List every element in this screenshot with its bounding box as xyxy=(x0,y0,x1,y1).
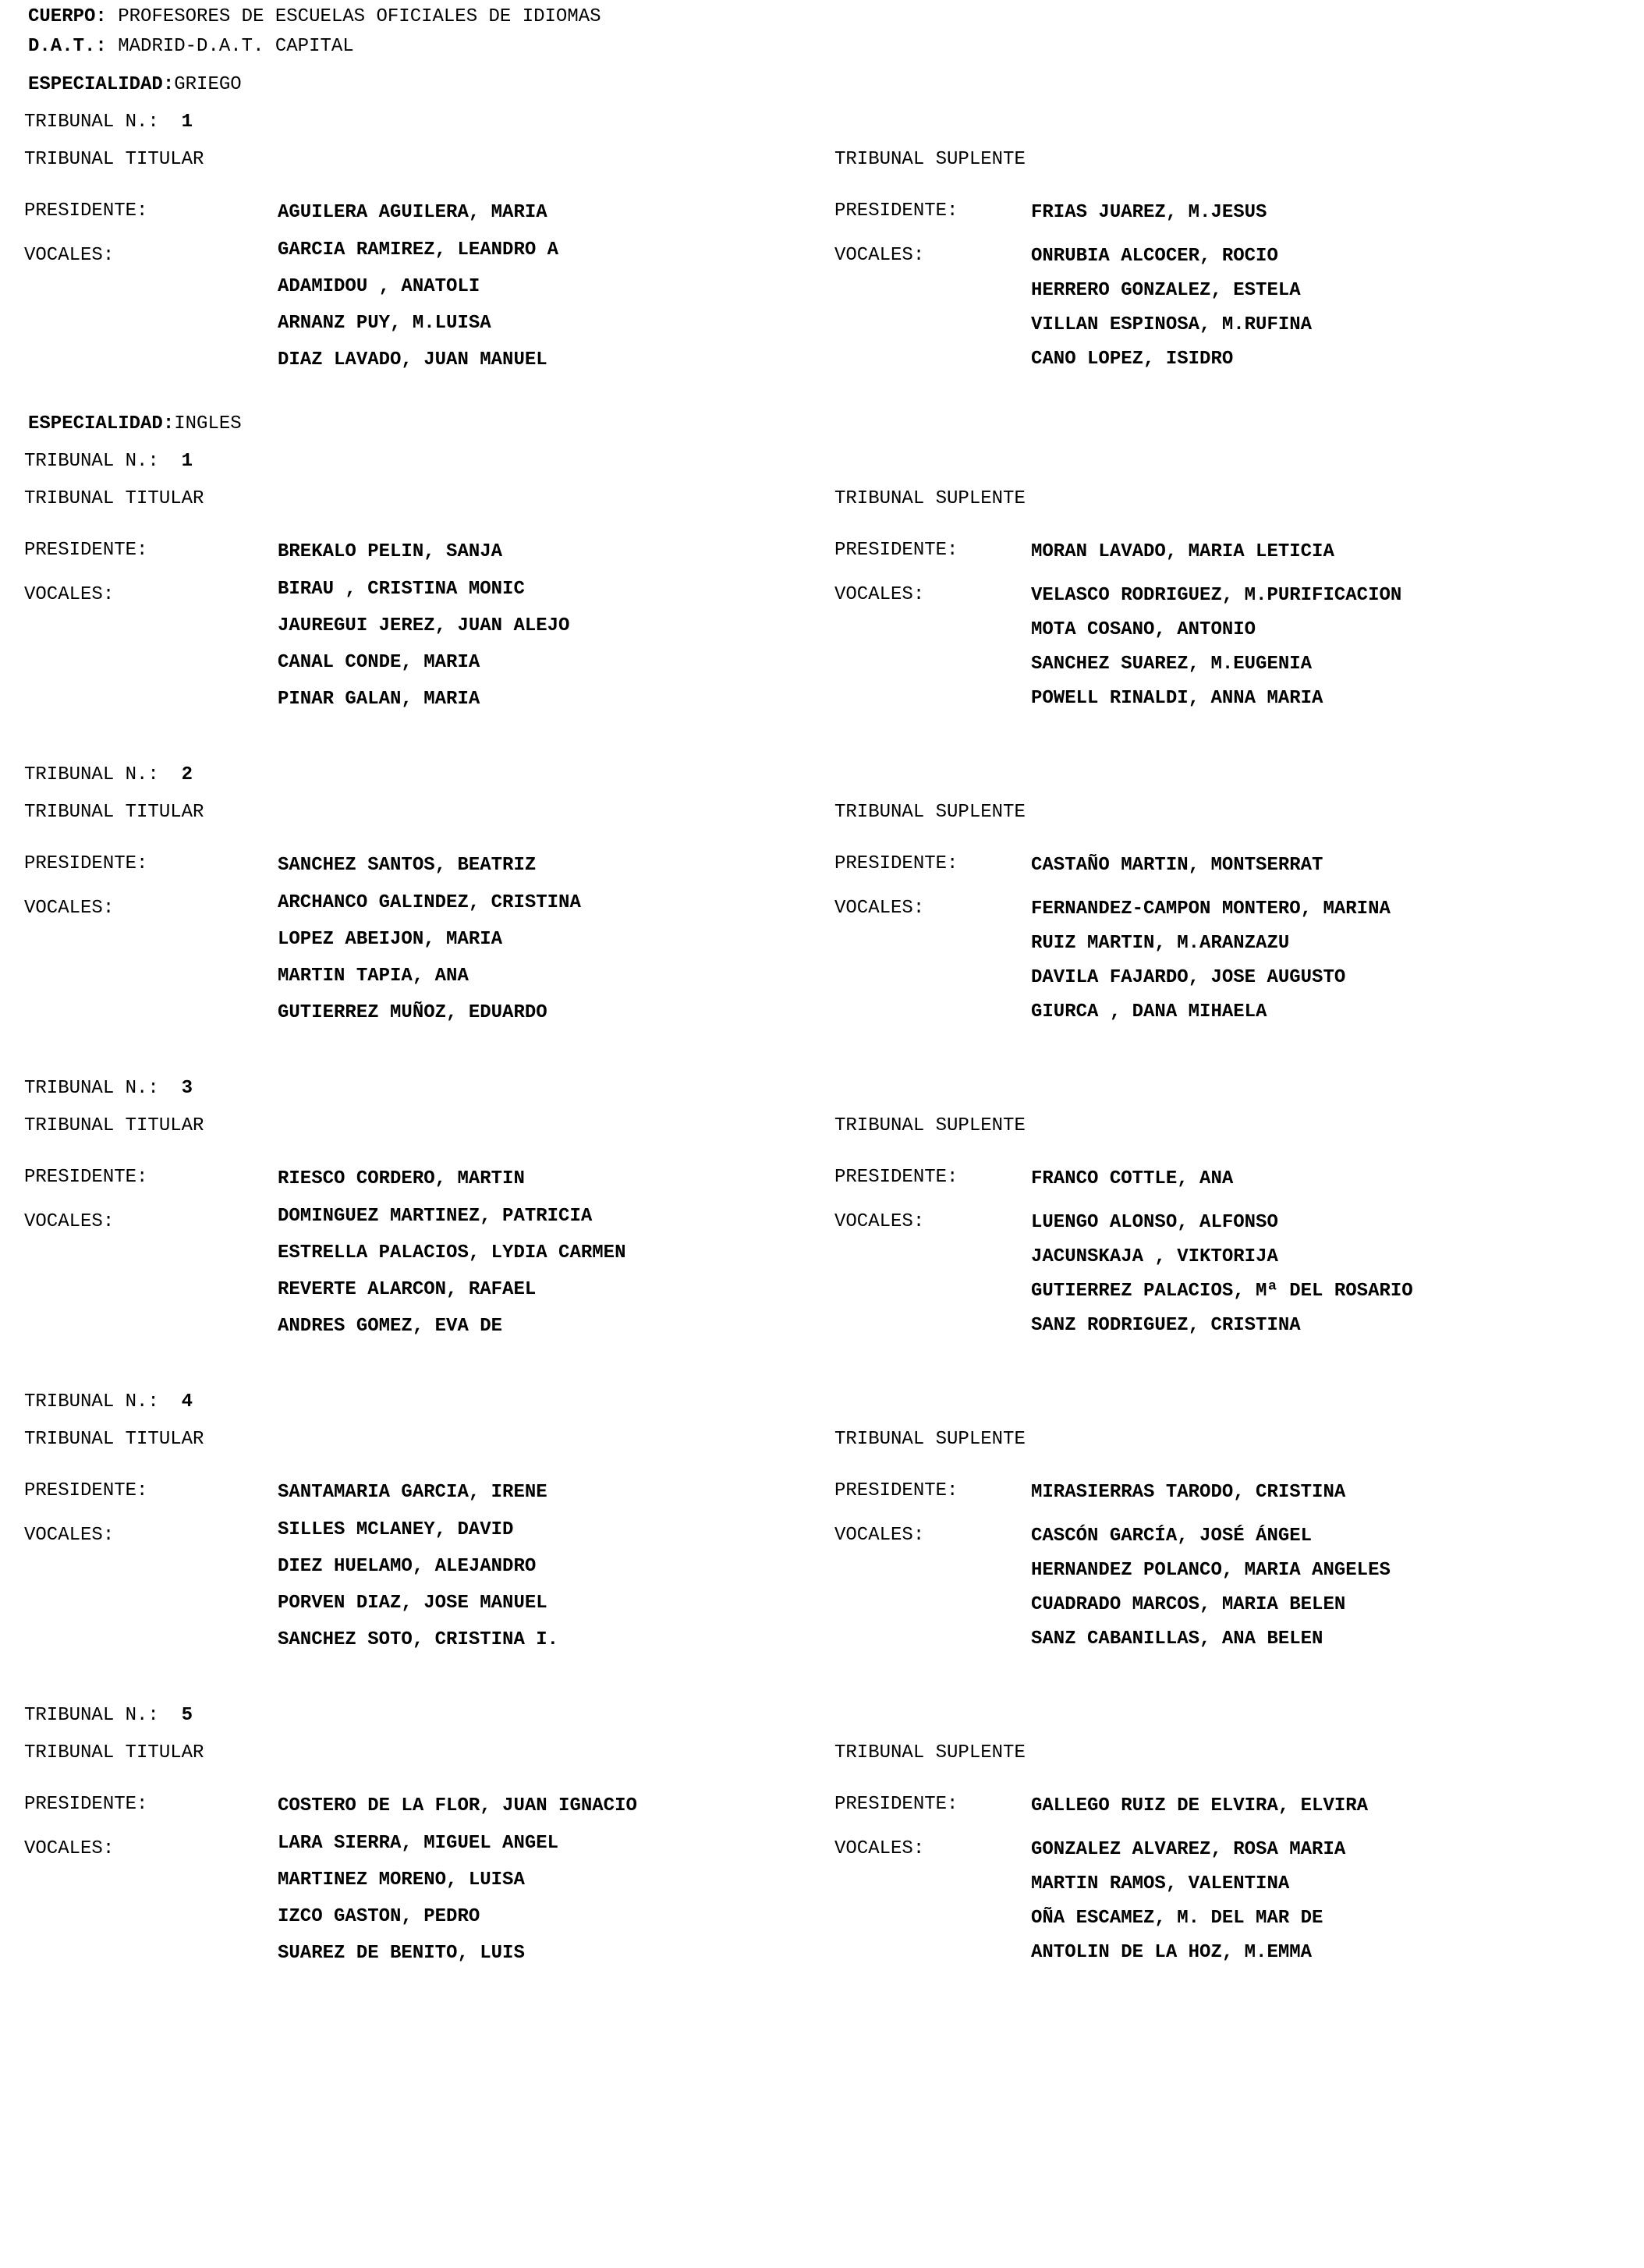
titular-vocal-name: LOPEZ ABEIJON, MARIA xyxy=(278,929,503,950)
suplente-vocales-label: VOCALES: xyxy=(834,1211,925,1232)
titular-presidente-label: PRESIDENTE: xyxy=(24,540,148,561)
dat-value: MADRID-D.A.T. CAPITAL xyxy=(118,36,354,57)
suplente-vocal-name: LUENGO ALONSO, ALFONSO xyxy=(1031,1212,1278,1233)
suplente-presidente-name: FRANCO COTTLE, ANA xyxy=(1031,1168,1234,1189)
titular-vocal-name: GUTIERREZ MUÑOZ, EDUARDO xyxy=(278,1002,547,1023)
titular-vocal-name: ADAMIDOU , ANATOLI xyxy=(278,276,480,297)
suplente-vocal-name: CANO LOPEZ, ISIDRO xyxy=(1031,349,1234,370)
especialidad-line xyxy=(28,413,242,435)
suplente-vocales-label: VOCALES: xyxy=(834,584,925,605)
cuerpo-line xyxy=(28,6,601,28)
suplente-vocal-name: RUIZ MARTIN, M.ARANZAZU xyxy=(1031,933,1290,954)
suplente-presidente-label: PRESIDENTE: xyxy=(834,1480,958,1501)
titular-vocales-label: VOCALES: xyxy=(24,584,115,605)
suplente-vocal-name: SANZ RODRIGUEZ, CRISTINA xyxy=(1031,1315,1301,1336)
suplente-vocal-name: ANTOLIN DE LA HOZ, M.EMMA xyxy=(1031,1942,1313,1963)
titular-presidente-label: PRESIDENTE: xyxy=(24,1480,148,1501)
suplente-presidente-label: PRESIDENTE: xyxy=(834,540,958,561)
titular-vocal-name: SILLES MCLANEY, DAVID xyxy=(278,1519,514,1540)
tribunal-suplente-heading: TRIBUNAL SUPLENTE xyxy=(834,1115,1026,1136)
titular-vocal-name: ARNANZ PUY, M.LUISA xyxy=(278,313,491,334)
suplente-vocal-name: POWELL RINALDI, ANNA MARIA xyxy=(1031,688,1323,709)
suplente-vocales-label: VOCALES: xyxy=(834,1838,925,1859)
tribunal-number-line xyxy=(24,451,193,473)
titular-presidente-label: PRESIDENTE: xyxy=(24,200,148,221)
tribunal-number-label: TRIBUNAL N.: xyxy=(24,764,159,785)
suplente-vocal-name: CUADRADO MARCOS, MARIA BELEN xyxy=(1031,1594,1346,1615)
titular-vocal-name: ARCHANCO GALINDEZ, CRISTINA xyxy=(278,892,581,913)
titular-vocal-name: BIRAU , CRISTINA MONIC xyxy=(278,579,525,600)
tribunal-suplente-heading: TRIBUNAL SUPLENTE xyxy=(834,802,1026,823)
suplente-presidente-name: MIRASIERRAS TARODO, CRISTINA xyxy=(1031,1482,1346,1503)
suplente-vocal-name: HERRERO GONZALEZ, ESTELA xyxy=(1031,280,1301,301)
suplente-vocal-name: GIURCA , DANA MIHAELA xyxy=(1031,1001,1267,1022)
tribunal-number-line xyxy=(24,112,193,133)
suplente-vocal-name: JACUNSKAJA , VIKTORIJA xyxy=(1031,1246,1278,1267)
suplente-presidente-label: PRESIDENTE: xyxy=(834,1794,958,1815)
tribunal-number: 1 xyxy=(181,112,193,133)
suplente-vocal-name: OÑA ESCAMEZ, M. DEL MAR DE xyxy=(1031,1908,1323,1929)
suplente-vocal-name: GUTIERREZ PALACIOS, Mª DEL ROSARIO xyxy=(1031,1281,1413,1302)
tribunal-number-label: TRIBUNAL N.: xyxy=(24,1391,159,1412)
tribunal-suplente-heading: TRIBUNAL SUPLENTE xyxy=(834,1742,1026,1763)
suplente-presidente-name: FRIAS JUAREZ, M.JESUS xyxy=(1031,202,1267,223)
titular-vocal-name: DIAZ LAVADO, JUAN MANUEL xyxy=(278,349,547,370)
tribunal-titular-heading: TRIBUNAL TITULAR xyxy=(24,1742,204,1763)
tribunal-number: 5 xyxy=(181,1705,193,1726)
tribunal-number-line xyxy=(24,1705,193,1727)
titular-presidente-name: SANCHEZ SANTOS, BEATRIZ xyxy=(278,855,537,876)
suplente-presidente-label: PRESIDENTE: xyxy=(834,853,958,874)
titular-vocal-name: PINAR GALAN, MARIA xyxy=(278,689,480,710)
tribunal-number-label: TRIBUNAL N.: xyxy=(24,451,159,472)
tribunal-suplente-heading: TRIBUNAL SUPLENTE xyxy=(834,488,1026,509)
titular-presidente-label: PRESIDENTE: xyxy=(24,1167,148,1188)
titular-presidente-name: RIESCO CORDERO, MARTIN xyxy=(278,1168,525,1189)
titular-vocal-name: ESTRELLA PALACIOS, LYDIA CARMEN xyxy=(278,1242,626,1263)
titular-vocal-name: ANDRES GOMEZ, EVA DE xyxy=(278,1316,503,1337)
tribunal-number: 2 xyxy=(181,764,193,785)
titular-presidente-label: PRESIDENTE: xyxy=(24,1794,148,1815)
suplente-vocal-name: HERNANDEZ POLANCO, MARIA ANGELES xyxy=(1031,1560,1391,1581)
suplente-vocal-name: GONZALEZ ALVAREZ, ROSA MARIA xyxy=(1031,1839,1346,1860)
suplente-vocal-name: DAVILA FAJARDO, JOSE AUGUSTO xyxy=(1031,967,1346,988)
especialidad-label: ESPECIALIDAD: xyxy=(28,74,175,95)
titular-vocales-label: VOCALES: xyxy=(24,898,115,919)
suplente-vocal-name: CASCÓN GARCÍA, JOSÉ ÁNGEL xyxy=(1031,1526,1313,1547)
suplente-vocal-name: VILLAN ESPINOSA, M.RUFINA xyxy=(1031,314,1313,335)
suplente-vocales-label: VOCALES: xyxy=(834,245,925,266)
dat-label: D.A.T.: xyxy=(28,36,107,57)
suplente-vocal-name: ONRUBIA ALCOCER, ROCIO xyxy=(1031,246,1278,267)
titular-vocales-label: VOCALES: xyxy=(24,1838,115,1859)
titular-vocal-name: LARA SIERRA, MIGUEL ANGEL xyxy=(278,1833,559,1854)
titular-presidente-name: SANTAMARIA GARCIA, IRENE xyxy=(278,1482,547,1503)
especialidad-name: GRIEGO xyxy=(174,74,242,95)
tribunal-suplente-heading: TRIBUNAL SUPLENTE xyxy=(834,1429,1026,1450)
tribunal-number: 3 xyxy=(181,1078,193,1099)
suplente-vocal-name: FERNANDEZ-CAMPON MONTERO, MARINA xyxy=(1031,898,1391,920)
cuerpo-value: PROFESORES DE ESCUELAS OFICIALES DE IDIOMAS xyxy=(118,6,601,27)
especialidad-line xyxy=(28,74,242,96)
titular-vocales-label: VOCALES: xyxy=(24,1211,115,1232)
titular-vocal-name: REVERTE ALARCON, RAFAEL xyxy=(278,1279,537,1300)
tribunal-number-line xyxy=(24,1391,193,1413)
tribunal-number-line xyxy=(24,1078,193,1100)
titular-vocales-label: VOCALES: xyxy=(24,1525,115,1546)
suplente-vocal-name: SANCHEZ SUAREZ, M.EUGENIA xyxy=(1031,654,1313,675)
suplente-presidente-name: MORAN LAVADO, MARIA LETICIA xyxy=(1031,541,1334,562)
especialidad-name: INGLES xyxy=(174,413,242,434)
especialidad-label: ESPECIALIDAD: xyxy=(28,413,175,434)
tribunal-titular-heading: TRIBUNAL TITULAR xyxy=(24,1115,204,1136)
titular-vocal-name: IZCO GASTON, PEDRO xyxy=(278,1906,480,1927)
titular-vocal-name: SUAREZ DE BENITO, LUIS xyxy=(278,1943,525,1964)
titular-vocal-name: DOMINGUEZ MARTINEZ, PATRICIA xyxy=(278,1206,593,1227)
suplente-presidente-name: CASTAÑO MARTIN, MONTSERRAT xyxy=(1031,855,1323,876)
tribunal-number-label: TRIBUNAL N.: xyxy=(24,1078,159,1099)
tribunal-number: 1 xyxy=(181,451,193,472)
titular-vocal-name: GARCIA RAMIREZ, LEANDRO A xyxy=(278,239,559,260)
suplente-vocal-name: VELASCO RODRIGUEZ, M.PURIFICACION xyxy=(1031,585,1402,606)
titular-presidente-label: PRESIDENTE: xyxy=(24,853,148,874)
tribunal-titular-heading: TRIBUNAL TITULAR xyxy=(24,802,204,823)
titular-vocales-label: VOCALES: xyxy=(24,245,115,266)
suplente-vocales-label: VOCALES: xyxy=(834,1525,925,1546)
tribunal-titular-heading: TRIBUNAL TITULAR xyxy=(24,1429,204,1450)
titular-vocal-name: MARTINEZ MORENO, LUISA xyxy=(278,1869,525,1891)
suplente-vocal-name: MARTIN RAMOS, VALENTINA xyxy=(1031,1873,1290,1894)
titular-vocal-name: MARTIN TAPIA, ANA xyxy=(278,966,469,987)
titular-vocal-name: CANAL CONDE, MARIA xyxy=(278,652,480,673)
titular-vocal-name: SANCHEZ SOTO, CRISTINA I. xyxy=(278,1629,559,1650)
tribunal-titular-heading: TRIBUNAL TITULAR xyxy=(24,488,204,509)
tribunal-suplente-heading: TRIBUNAL SUPLENTE xyxy=(834,149,1026,170)
titular-presidente-name: AGUILERA AGUILERA, MARIA xyxy=(278,202,547,223)
suplente-vocal-name: MOTA COSANO, ANTONIO xyxy=(1031,619,1256,640)
titular-vocal-name: PORVEN DIAZ, JOSE MANUEL xyxy=(278,1593,547,1614)
titular-presidente-name: BREKALO PELIN, SANJA xyxy=(278,541,503,562)
suplente-vocal-name: SANZ CABANILLAS, ANA BELEN xyxy=(1031,1628,1323,1650)
tribunal-number: 4 xyxy=(181,1391,193,1412)
titular-presidente-name: COSTERO DE LA FLOR, JUAN IGNACIO xyxy=(278,1795,637,1816)
tribunal-number-label: TRIBUNAL N.: xyxy=(24,112,159,133)
dat-line xyxy=(28,36,354,58)
suplente-vocales-label: VOCALES: xyxy=(834,898,925,919)
suplente-presidente-label: PRESIDENTE: xyxy=(834,1167,958,1188)
suplente-presidente-name: GALLEGO RUIZ DE ELVIRA, ELVIRA xyxy=(1031,1795,1369,1816)
cuerpo-label: CUERPO: xyxy=(28,6,107,27)
titular-vocal-name: JAUREGUI JEREZ, JUAN ALEJO xyxy=(278,615,570,636)
tribunal-titular-heading: TRIBUNAL TITULAR xyxy=(24,149,204,170)
suplente-presidente-label: PRESIDENTE: xyxy=(834,200,958,221)
tribunal-number-line xyxy=(24,764,193,786)
tribunal-number-label: TRIBUNAL N.: xyxy=(24,1705,159,1726)
titular-vocal-name: DIEZ HUELAMO, ALEJANDRO xyxy=(278,1556,537,1577)
